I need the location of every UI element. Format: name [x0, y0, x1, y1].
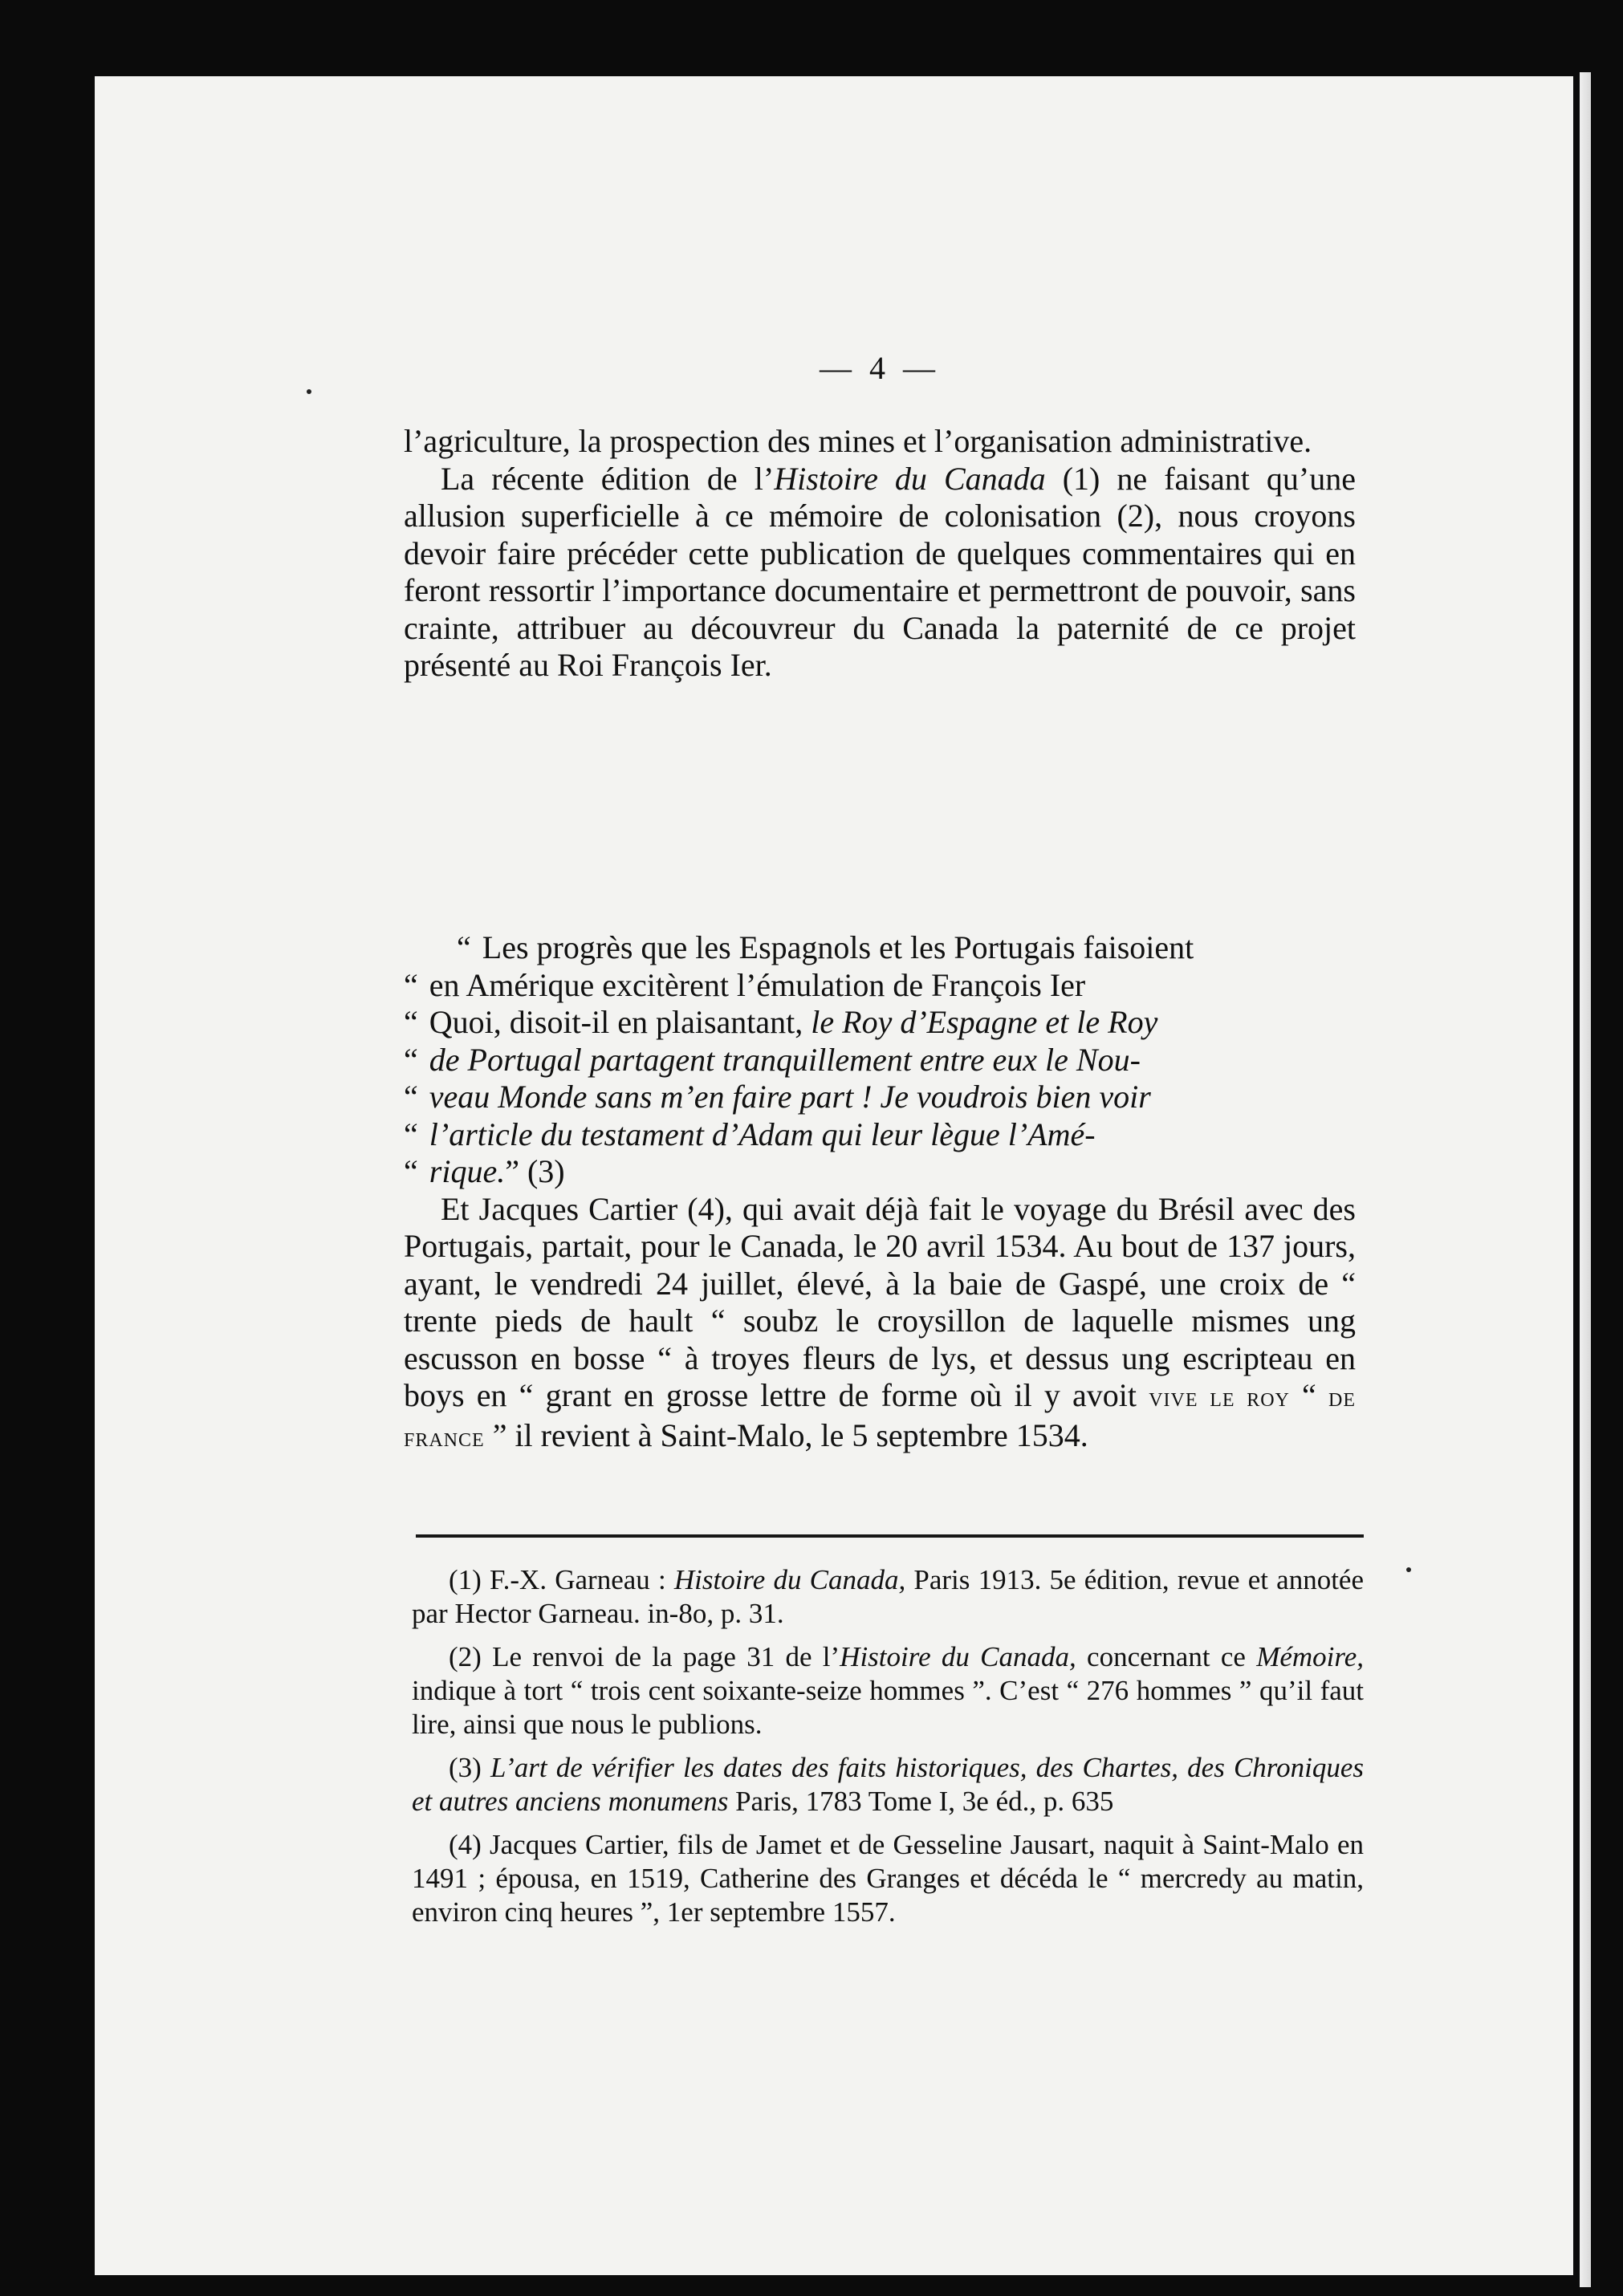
quote-mark: “ — [404, 1079, 418, 1115]
paragraph-text: ” il revient à Saint-Malo, le 5 septembre 1534. — [484, 1416, 1088, 1453]
scan-speck — [307, 389, 311, 394]
quote-text: Quoi, disoit-il en plaisantant, — [429, 1004, 812, 1040]
quote-line-1 — [404, 929, 1356, 967]
footnote-text: (3) — [449, 1752, 490, 1783]
book-title: L’art de vérifier les dates des faits historiques, des Chartes, des Chroniques et autres anciens monumens — [412, 1752, 1364, 1817]
quote-mark: “ — [404, 1115, 418, 1152]
footnote-2 — [412, 1640, 1364, 1741]
quote-line-2 — [404, 967, 1356, 1005]
paragraph-cartier — [404, 1191, 1356, 1457]
footnote-text: indique à tort “ trois cent soixante-seize hommes ”. C’est “ 276 hommes ” qu’il faut lire, ainsi que nous le publions. — [412, 1675, 1364, 1740]
quote-italic: l’article du testament d’Adam qui leur lègue l’Amé- — [429, 1115, 1096, 1152]
quotation-section — [404, 929, 1356, 1457]
intro-section — [404, 423, 1356, 685]
footnote-4: (4) Jacques Cartier, fils de Jamet et de Gesseline Jausart, naquit à Saint-Malo en 1491 ; épousa, en 1519, Catherine des Granges et décéda le “ mercredy au matin, environ cinq heures ”, 1er septembre 1557. — [412, 1829, 1364, 1928]
footnote-text: Paris, 1783 Tome I, 3e éd., p. 635 — [728, 1786, 1114, 1817]
quote-mark: “ — [404, 1004, 418, 1040]
quote-mark: “ — [404, 1041, 418, 1078]
footnote-text: (2) Le renvoi de la page 31 de l’ — [449, 1641, 840, 1672]
paragraph-historique — [404, 461, 1356, 685]
book-title: Histoire du Canada — [774, 460, 1046, 497]
inscription-text: de france — [404, 1383, 1356, 1453]
page-number: — 4 — — [820, 350, 940, 386]
paragraph-text: La récente édition de l’ — [441, 460, 775, 497]
footnotes — [412, 1563, 1364, 1939]
book-title: Histoire du Canada, — [673, 1564, 906, 1595]
quote-mark: “ — [404, 1153, 418, 1189]
footnote-text: (1) F.-X. Garneau : — [449, 1564, 674, 1595]
book-title: Histoire du Canada, — [840, 1641, 1076, 1672]
adjacent-page-edge — [1580, 72, 1591, 2287]
quote-italic: le Roy d’Espagne et le Roy — [811, 1004, 1158, 1040]
quote-text: en Amérique excitèrent l’émulation de François Ier — [429, 966, 1086, 1003]
footnote-3 — [412, 1751, 1364, 1819]
quote-line-4 — [404, 1042, 1356, 1079]
quote-italic: de Portugal partagent tranquillement entre eux le Nou- — [429, 1041, 1141, 1078]
quote-line-6 — [404, 1116, 1356, 1154]
paragraph-text: (1) ne faisant qu’une allusion superficielle à ce mémoire de colonisation (2), nous croyons devoir faire précéder cette publication de quelques commentaires qui en feront ressortir l’importance documentaire et permettront de pouvoir, sans crainte, attribuer au découvreur du Canada la paternité de ce projet présenté au Roi François Ier. — [404, 460, 1356, 683]
quote-italic: rique. — [429, 1153, 506, 1189]
footnote-text: Paris 1913. 5e édition, revue et annotée par Hector Garneau. in-8o, p. 31. — [412, 1564, 1364, 1629]
footnote-1 — [412, 1563, 1364, 1631]
memoir-title: Mémoire, — [1256, 1641, 1364, 1672]
footnote-text: concernant ce — [1076, 1641, 1257, 1672]
quote-text: Les progrès que les Espagnols et les Portugais faisoient — [482, 929, 1194, 965]
paragraph-continued: l’agriculture, la prospection des mines et l’organisation administrative. — [404, 423, 1312, 459]
scan-speck — [1406, 1567, 1411, 1572]
inscription-text: vive le roy — [1149, 1383, 1290, 1412]
paragraph-text: “ — [1289, 1377, 1328, 1413]
quote-mark: “ — [404, 966, 418, 1003]
quote-mark: “ — [457, 929, 471, 965]
quote-italic: veau Monde sans m’en faire part ! Je voudrois bien voir — [429, 1079, 1151, 1115]
quote-line-3 — [404, 1004, 1356, 1042]
paragraph-text: Et Jacques Cartier (4), qui avait déjà fait le voyage du Brésil avec des Portugais, partait, pour le Canada, le 20 avril 1534. Au bout de 137 jours, ayant, le vendredi 24 juillet, élevé, à la baie de Gaspé, une croix de “ trente pieds de hault “ soubz le croysillon de laquelle mismes ung escusson en bosse “ à troyes fleurs de lys, et dessus ung escripteau en boys en “ grant en grosse lettre de forme où il y avoit — [404, 1190, 1356, 1413]
quote-line-5 — [404, 1079, 1356, 1116]
quote-line-7 — [404, 1153, 1356, 1191]
footnote-divider — [416, 1534, 1364, 1538]
footnote-ref: ” (3) — [505, 1153, 565, 1189]
